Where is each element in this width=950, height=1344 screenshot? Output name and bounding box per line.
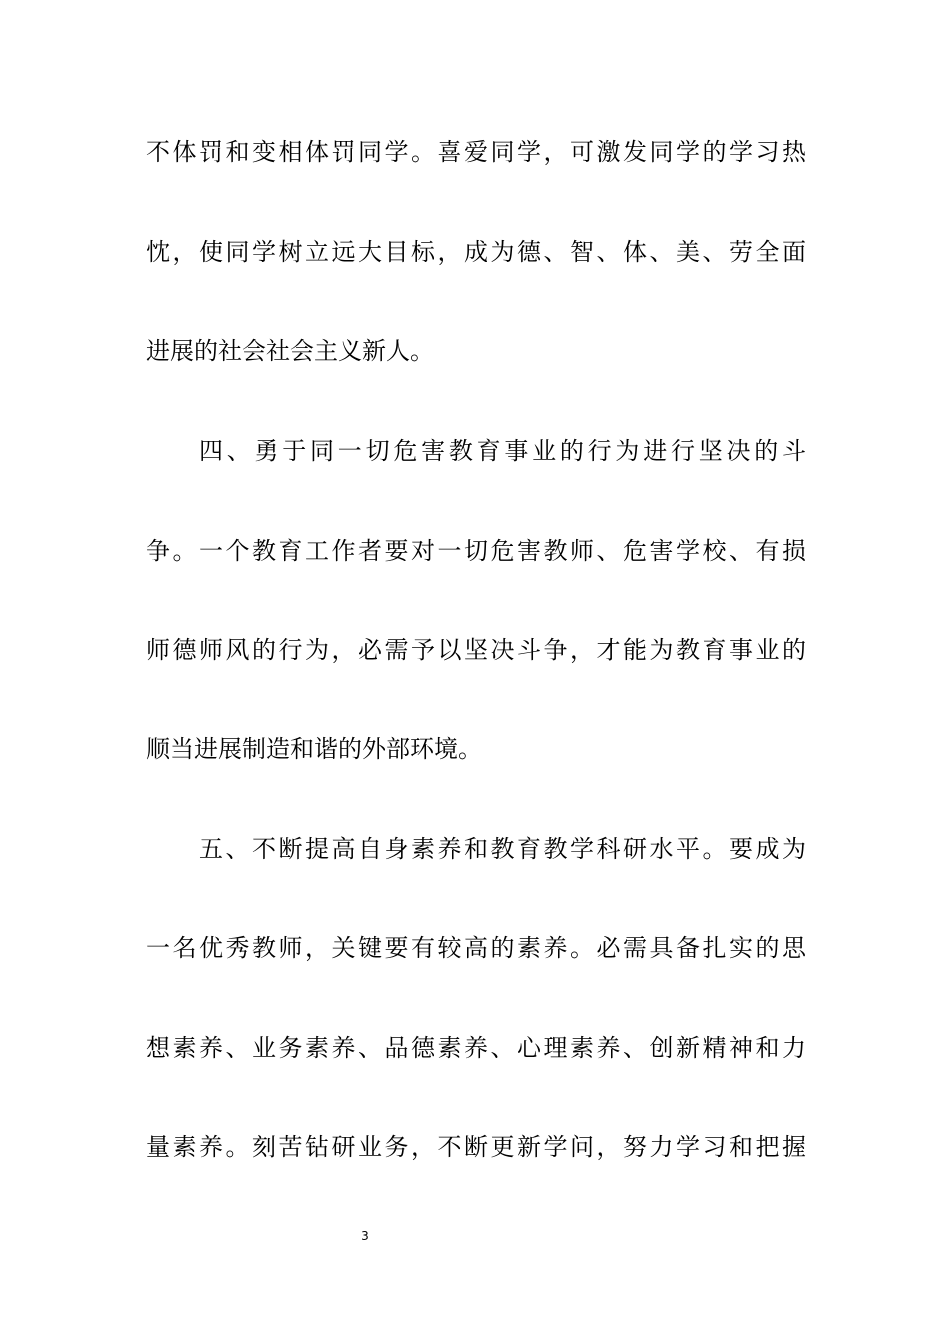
- text-line: 量素养。刻苦钻研业务，不断更新学问，努力学习和把握: [146, 1133, 806, 1161]
- paragraph-heading-five: 五、不断提高自身素养和教育教学科研水平。要成为: [199, 835, 806, 863]
- text-line: 一名优秀教师，关键要有较高的素养。必需具备扎实的思: [146, 934, 806, 962]
- text-line: 顺当进展制造和谐的外部环境。: [146, 735, 482, 763]
- text-line: 忱，使同学树立远大目标，成为德、智、体、美、劳全面: [146, 238, 806, 266]
- text-line: 进展的社会社会主义新人。: [146, 337, 434, 365]
- page-number: 3: [361, 1229, 369, 1243]
- text-line: 争。一个教育工作者要对一切危害教师、危害学校、有损: [146, 537, 806, 565]
- text-line: 师德师风的行为，必需予以坚决斗争，才能为教育事业的: [146, 636, 806, 664]
- paragraph-heading-four: 四、勇于同一切危害教育事业的行为进行坚决的斗: [199, 437, 806, 465]
- text-line: 想素养、业务素养、品德素养、心理素养、创新精神和力: [146, 1034, 806, 1062]
- text-line: 不体罚和变相体罚同学。喜爱同学，可激发同学的学习热: [146, 138, 806, 166]
